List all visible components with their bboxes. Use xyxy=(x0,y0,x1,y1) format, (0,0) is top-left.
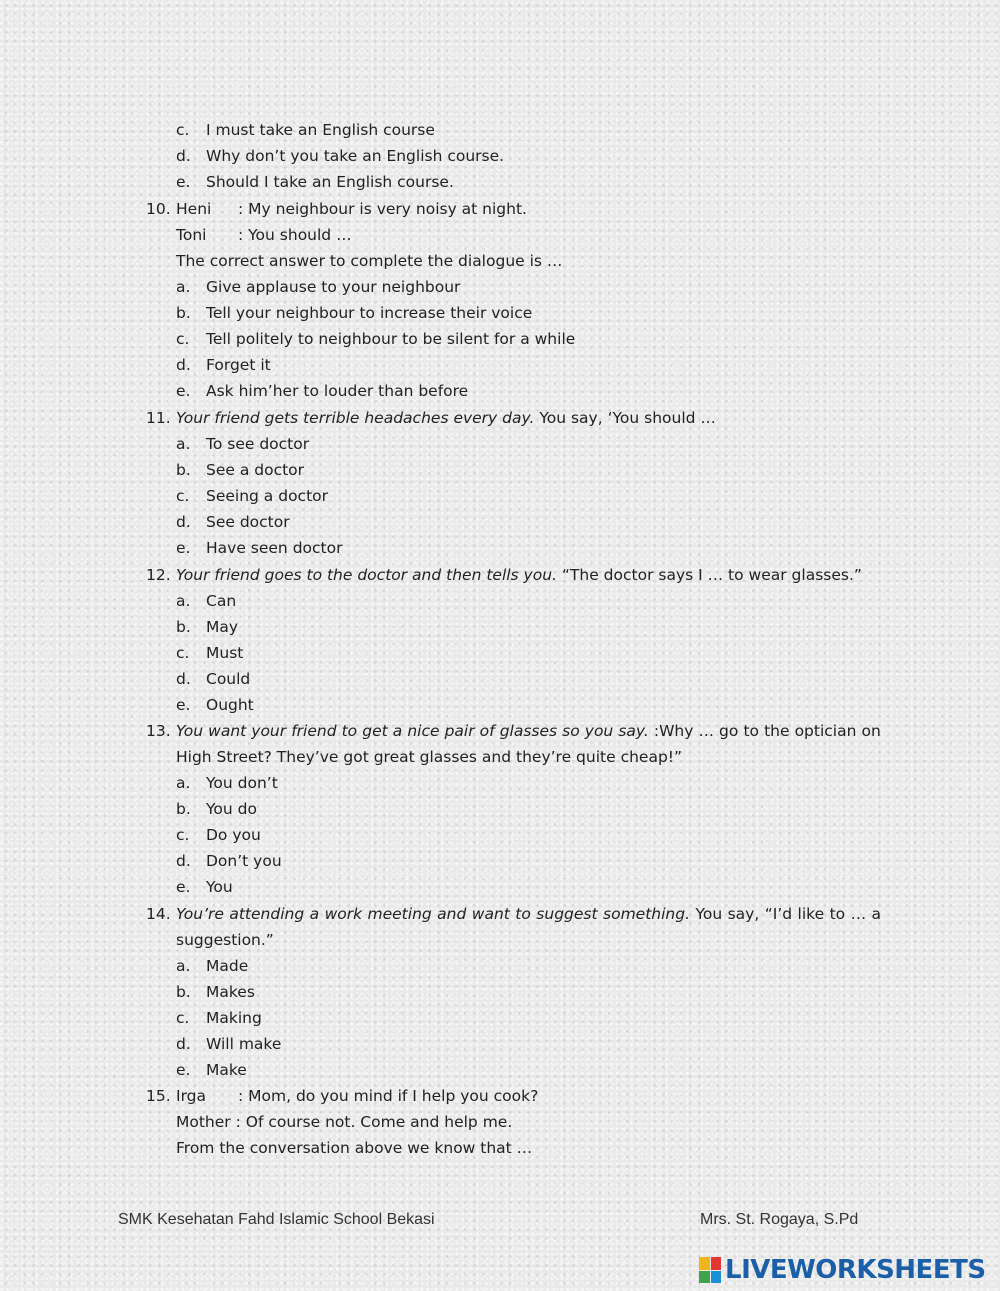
question-word: say. xyxy=(618,722,649,740)
option-letter: a. xyxy=(176,592,191,610)
question-word: meeting xyxy=(367,905,432,923)
option-text: You do xyxy=(206,800,257,818)
question-text-line-1 xyxy=(176,721,881,741)
option-text: Why don’t you take an English course. xyxy=(206,147,505,165)
question-text xyxy=(176,565,862,585)
question-number: 13. xyxy=(146,722,171,740)
option-letter: e. xyxy=(176,173,191,191)
option-text: Makes xyxy=(206,983,255,1001)
question-word: You’re xyxy=(176,905,224,923)
question-word: to xyxy=(341,722,358,740)
option-letter: c. xyxy=(176,330,190,348)
option-letter: e. xyxy=(176,382,191,400)
option-letter: c. xyxy=(176,644,190,662)
question-prompt: From the conversation above we know that … xyxy=(176,1139,533,1157)
question-stem: You say, ‘You should … xyxy=(534,409,716,427)
speaker-label: Toni xyxy=(176,226,207,244)
speaker-text: : Mom, do you mind if I help you cook? xyxy=(238,1087,539,1105)
question-word: want xyxy=(471,905,510,923)
speaker-text: : You should … xyxy=(238,226,352,244)
option-text: You don’t xyxy=(206,774,278,792)
option-letter: b. xyxy=(176,800,191,818)
question-word: optician xyxy=(794,722,857,740)
question-word: a xyxy=(309,905,320,923)
option-letter: b. xyxy=(176,983,191,1001)
question-word: your xyxy=(251,722,287,740)
logo-badge-icon xyxy=(699,1257,721,1283)
dialogue-line xyxy=(176,225,352,245)
option-text: I must take an English course xyxy=(206,121,435,139)
question-word: so xyxy=(562,722,580,740)
question-number: 12. xyxy=(146,566,171,584)
question-word: to xyxy=(515,905,531,923)
option-letter: b. xyxy=(176,461,191,479)
option-text: Should I take an English course. xyxy=(206,173,454,191)
question-word: friend xyxy=(291,722,337,740)
question-word: go xyxy=(719,722,739,740)
option-text: Make xyxy=(206,1061,247,1079)
option-letter: c. xyxy=(176,121,190,139)
option-letter: a. xyxy=(176,278,191,296)
question-prompt: The correct answer to complete the dialogue is … xyxy=(176,252,563,270)
option-text: Made xyxy=(206,957,249,975)
question-word: and xyxy=(437,905,467,923)
question-word: something. xyxy=(603,905,691,923)
dialogue-line: Mother : Of course not. Come and help me. xyxy=(176,1113,513,1131)
option-text: See a doctor xyxy=(206,461,305,479)
option-text: Tell politely to neighbour to be silent for a while xyxy=(206,330,576,348)
option-letter: c. xyxy=(176,1009,190,1027)
question-stem: “The doctor says I … to wear glasses.” xyxy=(556,566,862,584)
question-word: a xyxy=(871,905,881,923)
option-letter: a. xyxy=(176,435,191,453)
option-letter: e. xyxy=(176,696,191,714)
question-word: the xyxy=(764,722,790,740)
option-text: Will make xyxy=(206,1035,282,1053)
option-text: Give applause to your neighbour xyxy=(206,278,461,296)
option-text: Seeing a doctor xyxy=(206,487,329,505)
question-word: glasses xyxy=(499,722,558,740)
logo-badge-tile xyxy=(699,1271,710,1284)
question-word: nice xyxy=(407,722,440,740)
option-letter: e. xyxy=(176,878,191,896)
question-word: a xyxy=(392,722,403,740)
option-letter: b. xyxy=(176,618,191,636)
option-letter: e. xyxy=(176,1061,191,1079)
option-letter: b. xyxy=(176,304,191,322)
speaker-text: : My neighbour is very noisy at night. xyxy=(238,200,527,218)
logo-badge-tile xyxy=(711,1271,722,1284)
question-text-line-1 xyxy=(176,904,881,924)
option-text: To see doctor xyxy=(206,435,310,453)
question-word: like xyxy=(797,905,825,923)
option-text: Could xyxy=(206,670,251,688)
option-text: Ask him’her to louder than before xyxy=(206,382,469,400)
footer-teacher: Mrs. St. Rogaya, S.Pd xyxy=(700,1211,859,1228)
question-word: of xyxy=(479,722,495,740)
question-word: :Why xyxy=(653,722,694,740)
question-word: You xyxy=(176,722,204,740)
question-text xyxy=(176,408,716,428)
question-word: on xyxy=(861,722,881,740)
option-text: Tell your neighbour to increase their voice xyxy=(206,304,533,322)
question-word: attending xyxy=(229,905,305,923)
question-word: you xyxy=(584,722,614,740)
logo-wordmark: LIVEWORKSHEETS xyxy=(725,1255,986,1285)
question-word: say, xyxy=(727,905,760,923)
option-text: You xyxy=(206,878,233,896)
option-letter: a. xyxy=(176,957,191,975)
question-number: 11. xyxy=(146,409,171,427)
option-letter: d. xyxy=(176,852,191,870)
option-text: Don’t you xyxy=(206,852,282,870)
question-number: 10. xyxy=(146,200,171,218)
question-word: want xyxy=(208,722,247,740)
question-word: to xyxy=(743,722,759,740)
option-text: See doctor xyxy=(206,513,290,531)
dialogue-line xyxy=(176,199,527,219)
question-word: “I’d xyxy=(764,905,793,923)
question-text-line-2: High Street? They’ve got great glasses and they’re quite cheap!” xyxy=(176,748,683,766)
option-text: Making xyxy=(206,1009,262,1027)
option-letter: c. xyxy=(176,826,190,844)
speaker-label: Irga xyxy=(176,1087,207,1105)
option-letter: a. xyxy=(176,774,191,792)
option-letter: e. xyxy=(176,539,191,557)
question-context: Your friend goes to the doctor and then tells you. xyxy=(176,566,557,584)
option-text: Must xyxy=(206,644,244,662)
option-text: Forget it xyxy=(206,356,271,374)
dialogue-line xyxy=(176,1086,538,1106)
question-word: get xyxy=(362,722,388,740)
question-word: … xyxy=(850,905,867,923)
logo-badge-tile xyxy=(699,1257,710,1270)
option-letter: d. xyxy=(176,147,191,165)
option-letter: d. xyxy=(176,670,191,688)
option-letter: d. xyxy=(176,356,191,374)
question-word: … xyxy=(698,722,714,740)
option-letter: d. xyxy=(176,1035,191,1053)
question-word: work xyxy=(324,905,363,923)
option-letter: c. xyxy=(176,487,190,505)
footer-school: SMK Kesehatan Fahd Islamic School Bekasi xyxy=(118,1211,435,1228)
question-word: suggest xyxy=(536,905,598,923)
liveworksheets-logo[interactable] xyxy=(699,1255,986,1285)
logo-badge-tile xyxy=(711,1257,722,1270)
question-word: to xyxy=(829,905,846,923)
option-text: Have seen doctor xyxy=(206,539,343,557)
question-text-line-2: suggestion.” xyxy=(176,931,274,949)
question-word: You xyxy=(695,905,723,923)
question-context: Your friend gets terrible headaches every day. xyxy=(176,409,535,427)
question-word: pair xyxy=(444,722,475,740)
speaker-label: Heni xyxy=(176,200,212,218)
option-text: Can xyxy=(206,592,237,610)
question-number: 14. xyxy=(146,905,171,923)
option-letter: d. xyxy=(176,513,191,531)
option-text: Ought xyxy=(206,696,254,714)
question-number: 15. xyxy=(146,1087,171,1105)
option-text: May xyxy=(206,618,239,636)
option-text: Do you xyxy=(206,826,261,844)
